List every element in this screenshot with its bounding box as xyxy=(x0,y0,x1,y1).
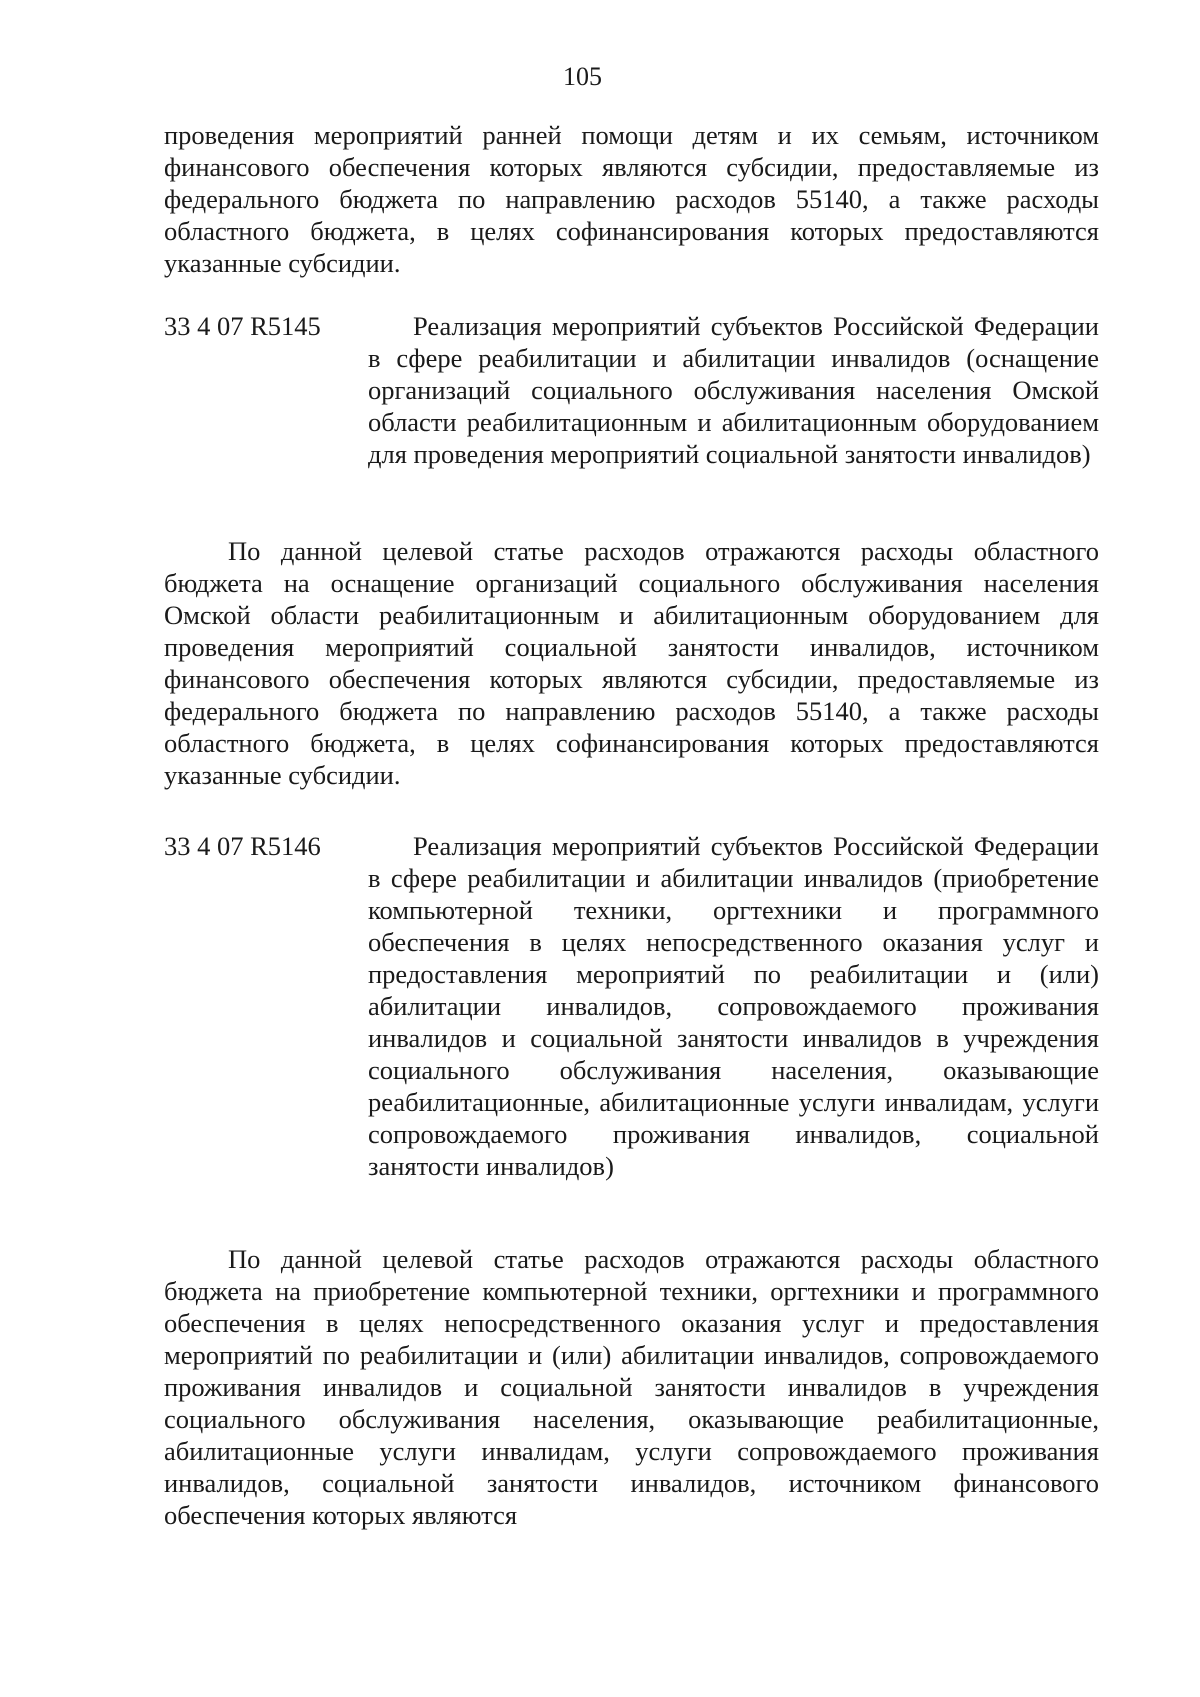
entry-description: По данной целевой статье расходов отражаются расходы областного бюджета на приобретение компьютерной техники, оргтехники и программного обеспечения в целях непосредственного оказания услуг и предоставления мероприятий по реабилитации и (или) абилитации инвалидов, сопровождаемого проживания инвалидов и социальной занятости инвалидов в учреждения социального обслуживания населения, оказывающие реабилитационные, абилитационные услуги инвалидам, услуги сопровождаемого проживания инвалидов, социальной занятости инвалидов, источником финансового обеспечения которых являются xyxy=(164,1244,1099,1530)
entry-code: 33 4 07 R5146 xyxy=(164,831,321,861)
entry-code: 33 4 07 R5145 xyxy=(164,311,321,341)
continuation-paragraph: проведения мероприятий ранней помощи детям и их семьям, источником финансового обеспечения которых являются субсидии, предоставляемые из федерального бюджета по направлению расходов 55140, а также расходы областного бюджета, в целях софинансирования которых предоставляются указанные субсидии. xyxy=(164,120,1099,278)
entry-description: По данной целевой статье расходов отражаются расходы областного бюджета на оснащение организаций социального обслуживания населения Омской области реабилитационным и абилитационным оборудованием для проведения мероприятий социальной занятости инвалидов, источником финансового обеспечения которых являются субсидии, предоставляемые из федерального бюджета по направлению расходов 55140, а также расходы областного бюджета, в целях софинансирования которых предоставляются указанные субсидии. xyxy=(164,536,1099,790)
entry-title: Реализация мероприятий субъектов Российской Федерации в сфере реабилитации и абилитации инвалидов (оснащение организаций социального обслуживания населения Омской области реабилитационным и абилитационным оборудованием для проведения мероприятий социальной занятости инвалидов) xyxy=(368,311,1099,469)
page-number: 105 xyxy=(563,62,602,91)
entry-title: Реализация мероприятий субъектов Российской Федерации в сфере реабилитации и абилитации инвалидов (приобретение компьютерной техники, оргтехники и программного обеспечения в целях непосредственного оказания услуг и предоставления мероприятий по реабилитации и (или) абилитации инвалидов, сопровождаемого проживания инвалидов и социальной занятости инвалидов в учреждения социального обслуживания населения, оказывающие реабилитационные, абилитационные услуги инвалидам, услуги сопровождаемого проживания инвалидов, социальной занятости инвалидов) xyxy=(368,831,1099,1181)
